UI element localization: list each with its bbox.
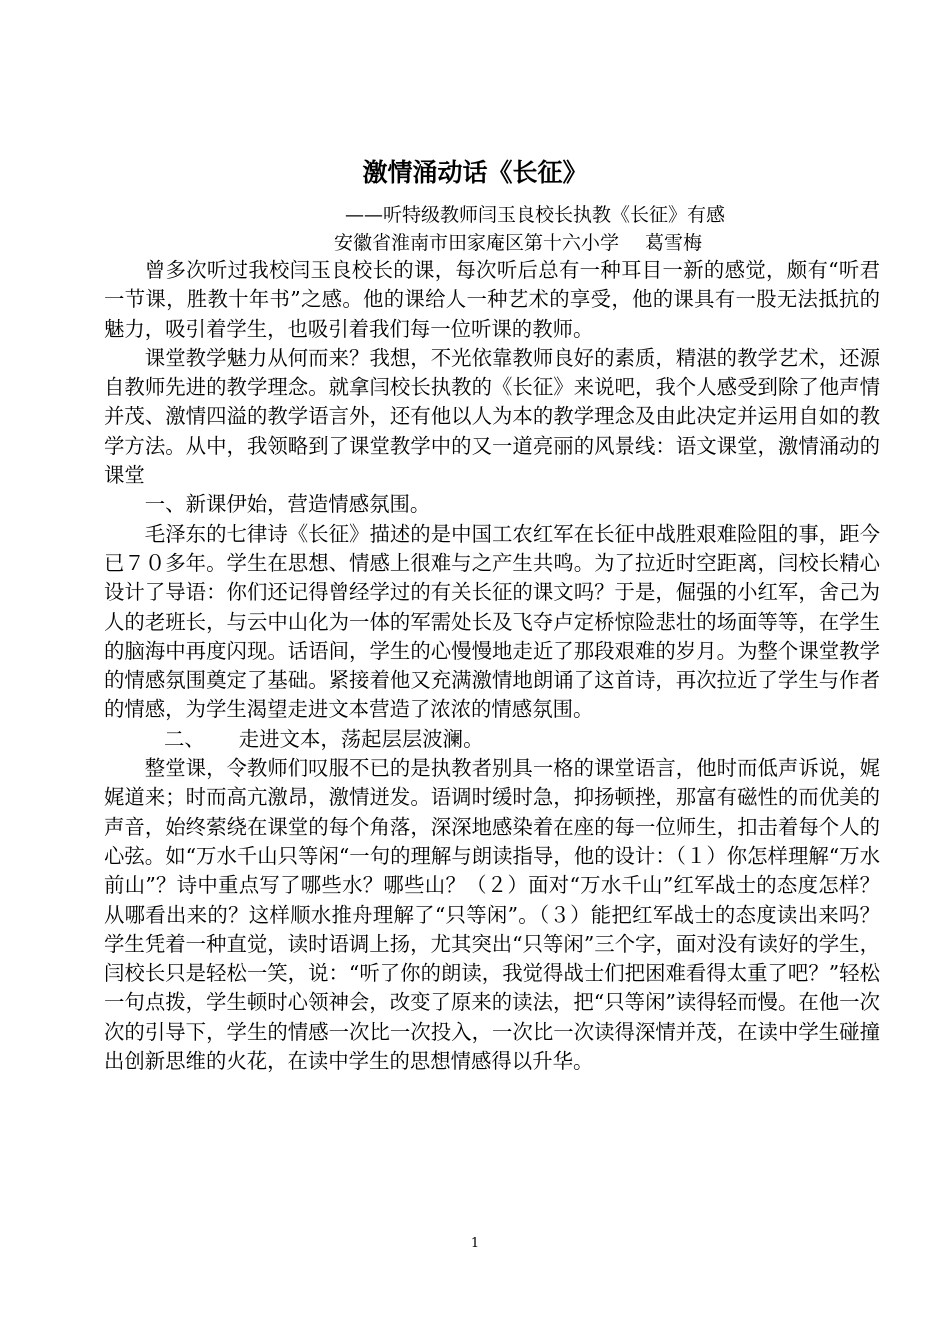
paragraph-charm: 课堂教学魅力从何而来？我想，不光依靠教师良好的素质，精湛的教学艺术，还源自教师先进的教学理念。就拿闫校长执教的《长征》来说吧，我个人感受到除了他声情并茂、激情四溢的教学语言外，还有他以人为本的教学理念及由此决定并运用自如的教学方法。从中，我领略到了课堂教学中的又一道亮丽的风景线：语文课堂，激情涌动的课堂 <box>104 345 880 488</box>
section-heading-2-text: 走进文本，荡起层层波澜。 <box>238 726 484 751</box>
paragraph-section-1: 毛泽东的七律诗《长征》描述的是中国工农红军在长征中战胜艰难险阻的事，距今已７０多年。学生在思想、情感上很难与之产生共鸣。为了拉近时空距离，闫校长精心设计了导语：你们还记得曾经学过的有关长征的课文吗？于是，倔强的小红军，舍己为人的老班长，与云中山化为一体的军需处长及飞夺卢定桥惊险悲壮的场面等等，在学生的脑海中再度闪现。话语间，学生的心慢慢地走近了那段艰难的岁月。为整个课堂教学的情感氛围奠定了基础。紧接着他又充满激情地朗诵了这首诗，再次拉近了学生与作者的情感，为学生渴望走进文本营造了浓浓的情感氛围。 <box>104 521 880 722</box>
document-title: 激情涌动话《长征》 <box>362 158 588 187</box>
page-number: 1 <box>470 1236 480 1251</box>
section-heading-1: 一、新课伊始，营造情感氛围。 <box>144 492 431 517</box>
author-line <box>334 230 702 257</box>
section-heading-2-number: 二、 <box>164 726 205 751</box>
document-subtitle: ——听特级教师闫玉良校长执教《长征》有感 <box>345 204 726 226</box>
paragraph-section-2: 整堂课，令教师们叹服不已的是执教者别具一格的课堂语言，他时而低声诉说，娓娓道来；时而高亢激昂，激情迸发。语调时缓时急，抑扬顿挫，那富有磁性的而优美的声音，始终萦绕在课堂的每个角落，深深地感染着在座的每一位师生，扣击着每个人的心弦。如“万水千山只等闲“一句的理解与朗读指导，他的设计：（１）你怎样理解“万水前山”？诗中重点写了哪些水？哪些山？（２）面对“万水千山”红军战士的态度怎样？从哪看出来的？这样顺水推舟理解了“只等闲”。（３）能把红军战士的态度读出来吗？学生凭着一种直觉，读时语调上扬，尤其突出“只等闲”三个字，面对没有读好的学生，闫校长只是轻松一笑，说：“听了你的朗读，我觉得战士们把困难看得太重了吧？”轻松一句点拨，学生顿时心领神会，改变了原来的读法，把“只等闲”读得轻而慢。在他一次次的引导下，学生的情感一次比一次投入，一次比一次读得深情并茂，在读中学生碰撞出创新思维的火花，在读中学生的思想情感得以升华。 <box>104 756 880 1074</box>
paragraph-intro: 曾多次听过我校闫玉良校长的课，每次听后总有一种耳目一新的感觉，颇有“听君一节课，胜教十年书”之感。他的课给人一种艺术的享受，他的课具有一股无法抵抗的魅力，吸引着学生，也吸引着我们每一位听课的教师。 <box>104 258 880 341</box>
document-body <box>104 256 880 1076</box>
author-name: 葛雪梅 <box>645 232 703 254</box>
author-organization: 安徽省淮南市田家庵区第十六小学 <box>334 232 620 254</box>
section-heading-2 <box>104 725 880 754</box>
